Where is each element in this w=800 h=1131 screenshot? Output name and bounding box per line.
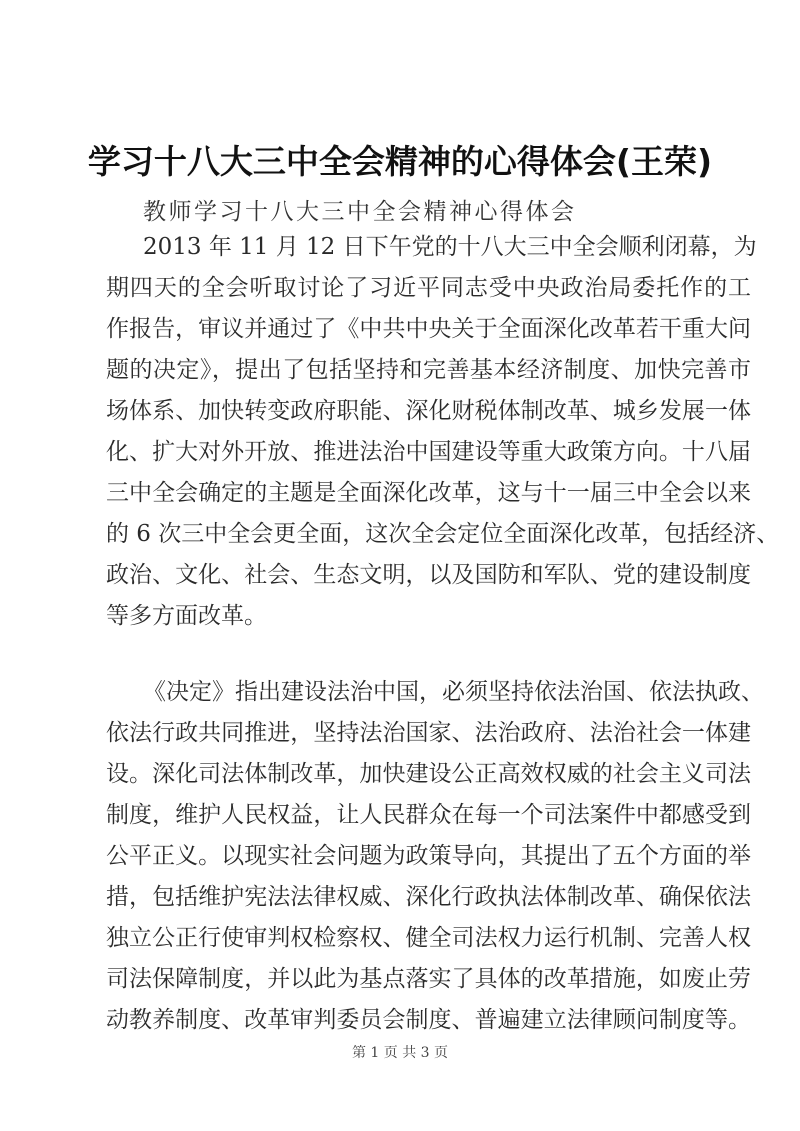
text-line: 作报告，审议并通过了《中共中央关于全面深化改革若干重大问 — [106, 316, 751, 342]
text-line: 制度，维护人民权益，让人民群众在每一个司法案件中都感受到 — [106, 802, 751, 828]
text-line: 公平正义。以现实社会问题为政策导向，其提出了五个方面的举 — [106, 843, 751, 869]
text-line: 期四天的全会听取讨论了习近平同志受中央政治局委托作的工 — [106, 275, 751, 301]
document-subtitle: 教师学习十八大三中全会精神心得体会 — [143, 199, 577, 225]
text-line: 独立公正行使审判权检察权、健全司法权力运行机制、完善人权 — [106, 925, 751, 951]
text-line: 的 6 次三中全会更全面，这次全会定位全面深化改革，包括经济、 — [106, 521, 780, 547]
text-line: 场体系、加快转变政府职能、深化财税体制改革、城乡发展一体 — [106, 398, 751, 424]
text-line: 设。深化司法体制改革，加快建设公正高效权威的社会主义司法 — [106, 761, 751, 787]
paragraph-2 — [106, 672, 764, 1041]
document-title: 学习十八大三中全会精神的心得体会(王荣) — [87, 142, 713, 181]
text-line: 司法保障制度，并以此为基点落实了具体的改革措施，如废止劳 — [106, 966, 751, 992]
paragraph-1 — [106, 227, 780, 637]
text-line: 政治、文化、社会、生态文明，以及国防和军队、党的建设制度 — [106, 562, 751, 588]
text-line: 化、扩大对外开放、推进法治中国建设等重大政策方向。十八届 — [106, 439, 751, 465]
text-line: 2013 年 11 月 12 日下午党的十八大三中全会顺利闭幕，为 — [143, 234, 757, 260]
page-number: 第 1 页 共 3 页 — [351, 1045, 449, 1061]
text-line: 题的决定》，提出了包括坚持和完善基本经济制度、加快完善市 — [106, 357, 751, 383]
text-line: 《决定》指出建设法治中国，必须坚持依法治国、依法执政、 — [143, 679, 764, 705]
text-line: 三中全会确定的主题是全面深化改革，这与十一届三中全会以来 — [106, 480, 751, 506]
text-line: 措，包括维护宪法法律权威、深化行政执法体制改革、确保依法 — [106, 884, 751, 910]
text-line: 依法行政共同推进，坚持法治国家、法治政府、法治社会一体建 — [106, 720, 751, 746]
text-line: 等多方面改革。 — [106, 603, 267, 629]
document-body — [106, 227, 780, 1076]
text-line: 动教养制度、改革审判委员会制度、普遍建立法律顾问制度等。 — [106, 1007, 751, 1033]
